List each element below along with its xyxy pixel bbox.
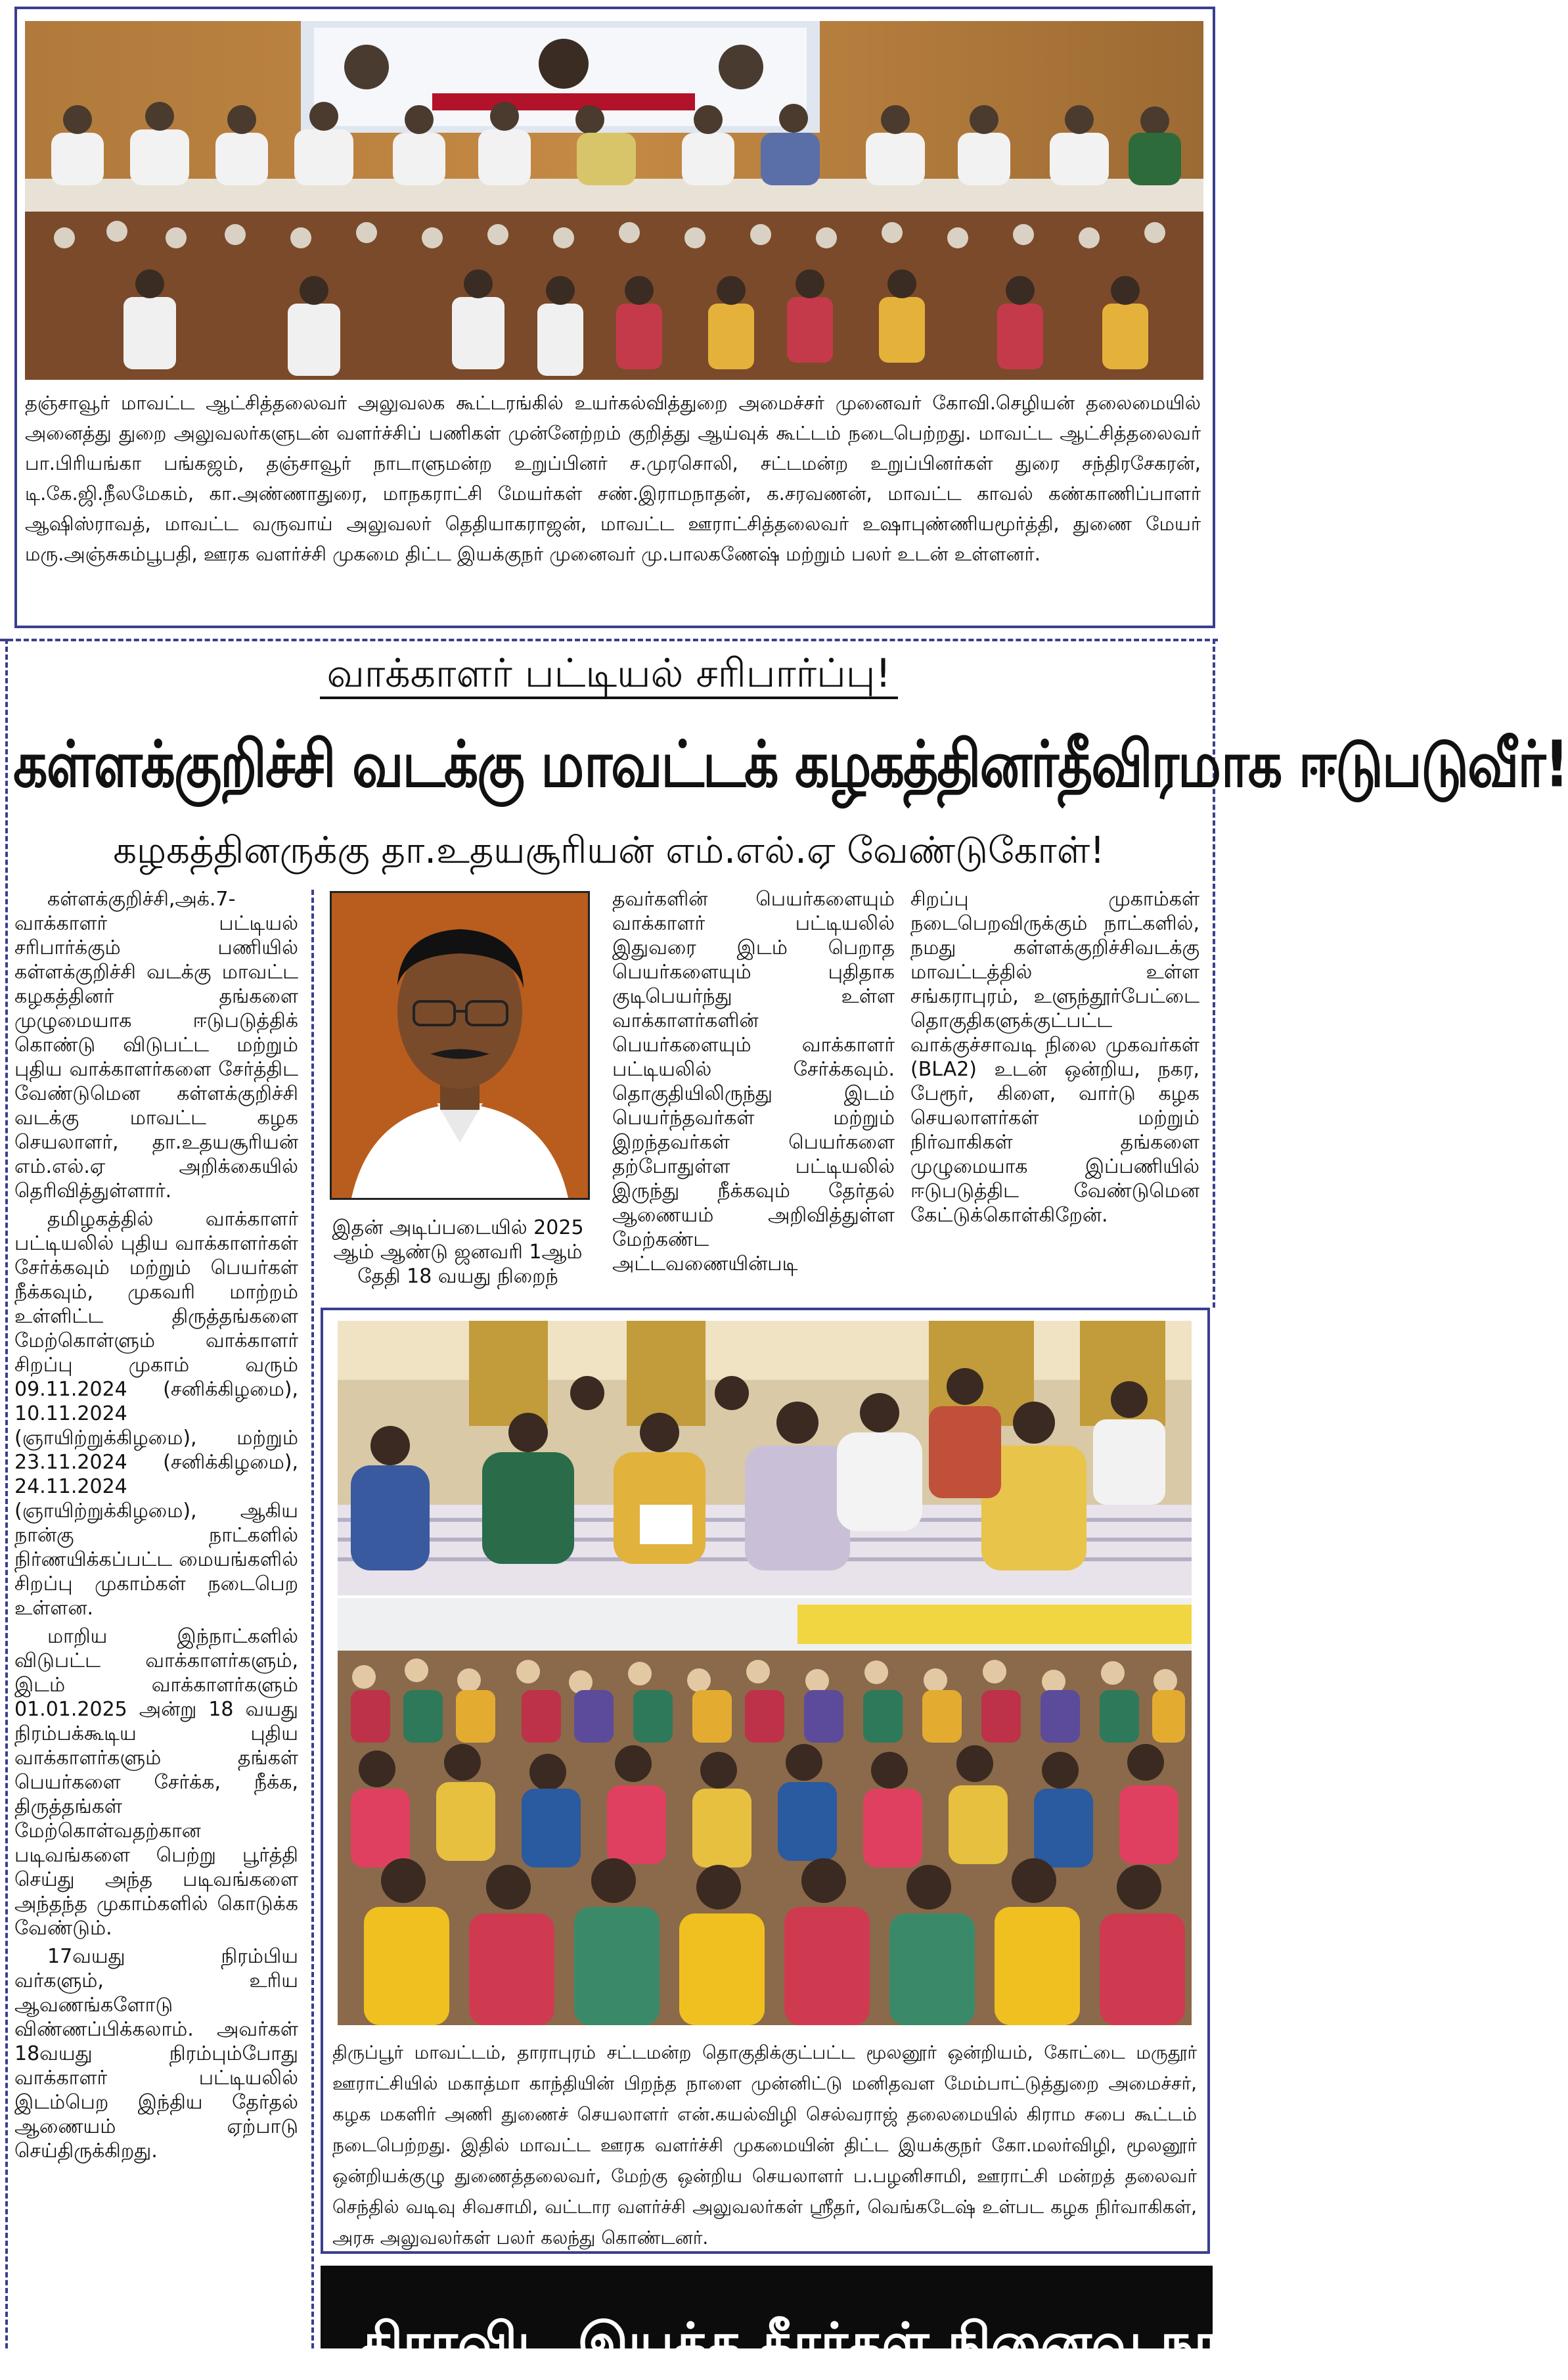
article-paragraph: 17வயது நிரம்பிய வர்களும், உரிய ஆவணங்களோடு விண்ணப்பிக்கலாம். அவர்கள் 18வயது நிரம்பும்போது வாக்காளர் பட்டியலில் இடம்பெற இந்திய தேர்தல் ஆணையம் ஏற்பாடு செய்திருக்கிறது. [14,1945,298,2163]
bottom-banner [321,2266,1269,2373]
sub-headline: கழகத்தினருக்கு தா.உதயசூரியன் எம்.எல்.ஏ வேண்டுகோள்! [113,829,1105,872]
article-paragraph: கள்ளக்குறிச்சி,அக்.7- வாக்காளர் பட்டியல் சரிபார்க்கும் பணியில் கள்ளக்குறிச்சி வடக்கு மாவட்ட கழகத்தினர் தங்களை முழுமையாக ஈடுபடுத்திக் கொண்டு விடுபட்ட மற்றும் புதிய வாக்காளர்களை சேர்த்திட வேண்டுமென கள்ளக்குறிச்சி வடக்கு மாவட்ட கழக செயலாளர், தா.உதயசூரியன் எம்.எல்.ஏ அறிக்கையில் தெரிவித்துள்ளார். [14,888,298,1202]
section-divider [0,639,1218,641]
article-paragraph: மாறிய இந்நாட்களில் விடுபட்ட வாக்காளர்களும், இடம் வாக்காளர்களும் 01.01.2025 அன்று 18 வயது நிரம்பக்கூடிய புதிய வாக்காளர்களும் தங்கள் பெயர்களை சேர்க்க, நீக்க, திருத்தங்கள் மேற்கொள்வதற்கான படிவங்களை பெற்று பூர்த்தி செய்து அந்த படிவங்களை அந்தந்த முகாம்களில் கொடுக்க வேண்டும். [14,1625,298,1940]
article-column-4: சிறப்பு முகாம்கள் நடைபெறவிருக்கும் நாட்களில், நமது கள்ளக்குறிச்சிவடக்கு மாவட்டத்தில் உள்ள சங்கராபுரம், உளுந்தூர்பேட்டை தொகுதிகளுக்குட்பட்ட வாக்குச்சாவடி நிலை முகவர்கள் (BLA2) உடன் ஒன்றிய, நகர, பேரூர், கிளை, வார்டு கழக செயலாளர்கள் மற்றும் நிர்வாகிகள் தங்களை முழுமையாக இப்பணியில் ஈடுபடுத்திட வேண்டுமென கேட்டுக்கொள்கிறேன். [910,888,1199,1227]
main-headline: கள்ளக்குறிச்சி வடக்கு மாவட்டக் கழகத்தினர்தீவிரமாக ஈடுபடுவீர்! [13,728,1568,802]
bottom-photo-caption: திருப்பூர் மாவட்டம், தாராபுரம் சட்டமன்ற தொகுதிக்குட்பட்ட மூலனூர் ஒன்றியம், கோட்டை மருதூர் ஊராட்சியில் மகாத்மா காந்தியின் பிறந்த நாளை முன்னிட்டு மனிதவள மேம்பாட்டுத்துறை அமைச்சர், கழக மகளிர் அணி துணைச் செயலாளர் என்.கயல்விழி செல்வராஜ் தலைமையில் கிராம சபை கூட்டம் நடைபெற்றது. இதில் மாவட்ட ஊரக வளர்ச்சி முகமையின் திட்ட இயக்குநர் கோ.மலர்விழி, மூலனூர் ஒன்றியக்குழு துணைத்தலைவர், மேற்கு ஒன்றிய செயலாளர் ப.பழனிசாமி, ஊராட்சி மன்றத் தலைவர் செந்தில் வடிவு சிவசாமி, வட்டார வளர்ச்சி அலுவலர்கள் ஸ்ரீதர், வெங்கடேஷ் உள்பட கழக நிர்வாகிகள், அரசு அலுவலர்கள் பலர் கலந்து கொண்டனர். [332,2042,1197,2249]
gram-sabha-crowd-photo [338,1598,1192,2025]
top-photo-caption: தஞ்சாவூர் மாவட்ட ஆட்சித்தலைவர் அலுவலக கூட்டரங்கில் உயர்கல்வித்துறை அமைச்சர் முனைவர் கோவி.செழியன் தலைமையில் அனைத்து துறை அலுவலர்களுடன் வளர்ச்சிப் பணிகள் முன்னேற்றம் குறித்து ஆய்வுக் கூட்டம் நடைபெற்றது. மாவட்ட ஆட்சித்தலைவர் பா.பிரியங்கா பங்கஜம், தஞ்சாவூர் நாடாளுமன்ற உறுப்பினர் ச.முரசொலி, சட்டமன்ற உறுப்பினர்கள் துரை சந்திரசேகரன், டி.கே.ஜி.நீலமேகம், கா.அண்ணாதுரை, மாநகராட்சி மேயர்கள் சண்.இராமநாதன், க.சரவணன், மாவட்ட காவல் கண்காணிப்பாளர் ஆஷிஸ்ராவத், மாவட்ட வருவாய் அலுவலர் தெதியாகராஜன், மாவட்ட ஊராட்சித்தலைவர் உஷாபுண்ணியமூர்த்தி, துணை மேயர் மரு.அஞ்சுகம்பூபதி, ஊரக வளர்ச்சி முகமை திட்ட இயக்குநர் முனைவர் மு.பாலகணேஷ் மற்றும் பலர் உடன் உள்ளனர். [25,392,1201,565]
article-column-2: இதன் அடிப்படையில் 2025 ஆம் ஆண்டு ஜனவரி 1ஆம் தேதி 18 வயது நிறைந் [332,1216,584,1288]
kicker-headline: வாக்காளர் பட்டியல் சரிபார்ப்பு! [0,651,1218,702]
article-paragraph: தமிழகத்தில் வாக்காளர் பட்டியலில் புதிய வாக்காளர்கள் சேர்க்கவும் மற்றும் பெயர்கள் நீக்கவும், முகவரி மாற்றம் உள்ளிட்ட திருத்தங்களை மேற்கொள்ளும் வாக்காளர் சிறப்பு முகாம் வரும் 09.11.2024 (சனிக்கிழமை), 10.11.2024 (ஞாயிற்றுக்கிழமை), மற்றும் 23.11.2024 (சனிக்கிழமை), 24.11.2024 (ஞாயிற்றுக்கிழமை), ஆகிய நான்கு நாட்களில் நிர்ணயிக்கப்பட்ட மையங்களில் சிறப்பு முகாம்கள் நடைபெற உள்ளன. [14,1208,298,1620]
article-column-1 [14,887,298,2167]
column-divider [311,890,314,2348]
article-column-3: தவர்களின் பெயர்களையும் வாக்காளர் பட்டியலில் இதுவரை இடம் பெறாத பெயர்களையும் புதிதாக குடிபெயர்ந்து உள்ள வாக்காளர்களின் பெயர்களையும் வாக்காளர் பட்டியலில் சேர்க்கவும். தொகுதியிலிருந்து இடம் பெயர்ந்தவர்கள் மற்றும் இறந்தவர்கள் பெயர்களை தற்போதுள்ள பட்டியலில் இருந்து நீக்கவும் தேர்தல் ஆணையம் அறிவித்துள்ள மேற்கண்ட அட்டவணையின்படி [612,888,895,1275]
bottom-banner-text: திராவிட இயக்க தீரர்கள் நினைவு நாள் [360,2312,1269,2373]
portrait-photo [330,891,590,1200]
meeting-hall-photo [25,21,1203,380]
left-column-border [5,639,8,2348]
gram-sabha-stage-photo [338,1321,1192,1595]
